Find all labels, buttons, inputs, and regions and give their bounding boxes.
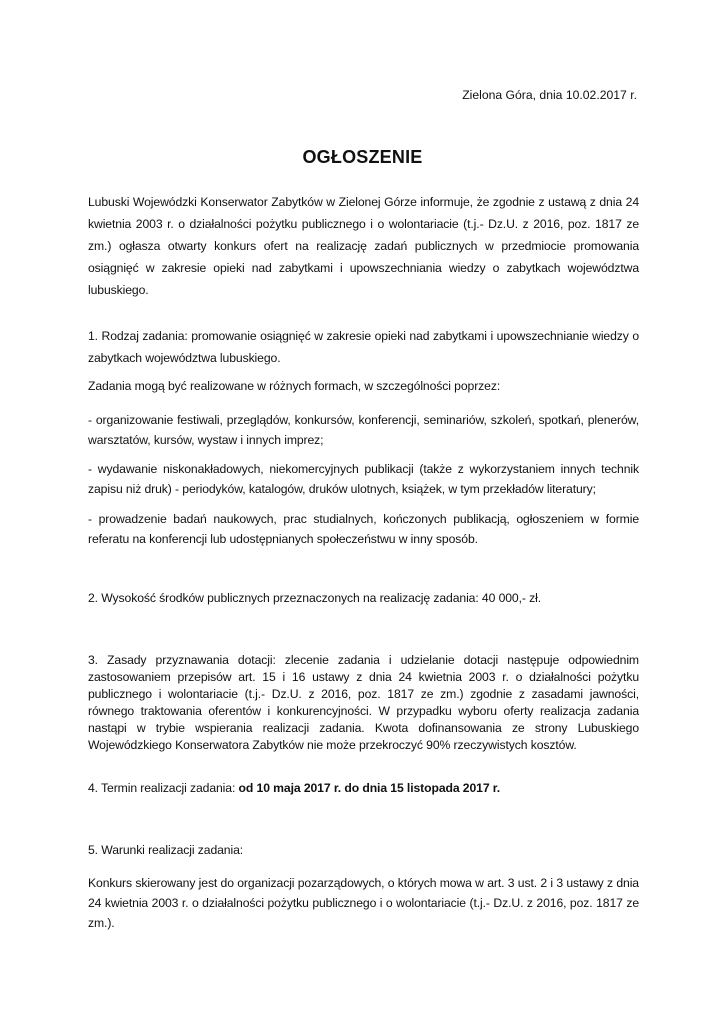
section-1-item-3: - prowadzenie badań naukowych, prac studialnych, kończonych publikacją, ogłoszeniem w formie referatu na konferencji lub udostępnianych społeczeństwu w inny sposób.	[88, 512, 639, 546]
section-1-item-1: - organizowanie festiwali, przeglądów, konkursów, konferencji, seminariów, szkoleń, spotkań, plenerów, warsztatów, kursów, wystaw i innych imprez;	[88, 413, 639, 447]
section-4-dates: od 10 maja 2017 r. do dnia 15 listopada 2017 r.	[238, 781, 501, 795]
date-line: Zielona Góra, dnia 10.02.2017 r.	[462, 88, 637, 102]
section-4	[88, 780, 639, 797]
page-title: OGŁOSZENIE	[302, 147, 423, 167]
section-2: 2. Wysokość środków publicznych przeznaczonych na realizację zadania: 40 000,- zł.	[88, 591, 542, 605]
section-5-heading: 5. Warunki realizacji zadania:	[88, 843, 244, 857]
section-3: 3. Zasady przyznawania dotacji: zlecenie zadania i udzielanie dotacji następuje odpowiednim zastosowaniem przepisów art. 15 i 16 ustawy z dnia 24 kwietnia 2003 r. o działalności pożytku publicznego i wolontariacie (t.j.- Dz.U. z 2016, poz. 1817 ze zm.) zgodnie z zasadami jawności, równego traktowania oferentów i konkurencyjności. W przypadku wyboru oferty realizacja zadania nastąpi w trybie wspierania realizacji zadania. Kwota dofinansowania ze strony Lubuskiego Wojewódzkiego Konserwatora Zabytków nie może przekroczyć 90% rzeczywistych kosztów.	[88, 653, 639, 752]
section-1-forms-intro: Zadania mogą być realizowane w różnych formach, w szczególności poprzez:	[88, 379, 501, 393]
section-1-item-2: - wydawanie niskonakładowych, niekomercyjnych publikacji (także z wykorzystaniem innych technik zapisu niż druk) - periodyków, katalogów, druków ulotnych, książek, w tym przekładów literatury;	[88, 462, 639, 496]
section-4-label: 4. Termin realizacji zadania:	[88, 781, 239, 795]
section-5-body: Konkurs skierowany jest do organizacji pozarządowych, o których mowa w art. 3 ust. 2 i 3 ustawy z dnia 24 kwietnia 2003 r. o działalności pożytku publicznego i o wolontariacie (t.j.- Dz.U. z 2016, poz. 1817 ze zm.).	[88, 876, 639, 930]
section-1-heading: 1. Rodzaj zadania: promowanie osiągnięć w zakresie opieki nad zabytkami i upowszechnianie wiedzy o zabytkach województwa lubuskiego.	[88, 329, 639, 365]
intro-paragraph: Lubuski Wojewódzki Konserwator Zabytków w Zielonej Górze informuje, że zgodnie z ustawą z dnia 24 kwietnia 2003 r. o działalności pożytku publicznego i o wolontariacie (t.j.- Dz.U. z 2016, poz. 1817 ze zm.) ogłasza otwarty konkurs ofert na realizację zadań publicznych w przedmiocie promowania osiągnięć w zakresie opieki nad zabytkami i upowszechniania wiedzy o zabytkach województwa lubuskiego.	[88, 195, 639, 297]
